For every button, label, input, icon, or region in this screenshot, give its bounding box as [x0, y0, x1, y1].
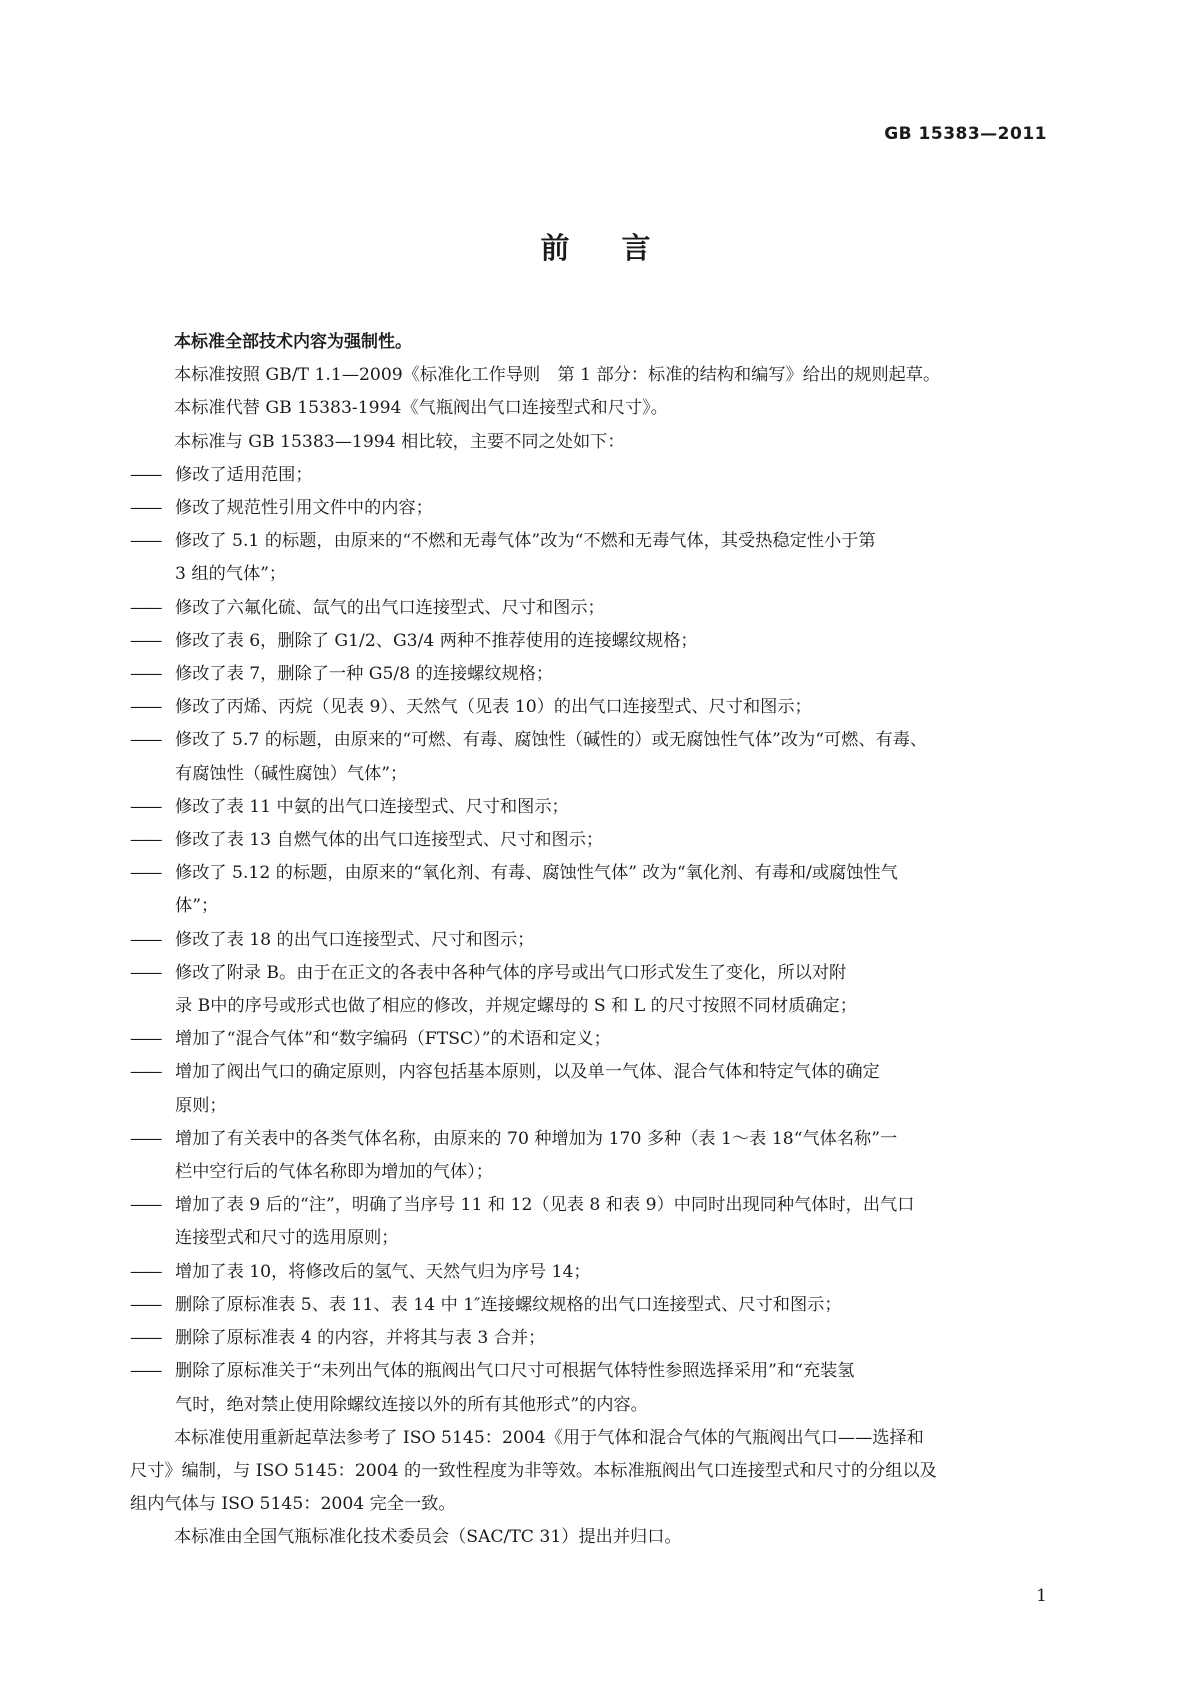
change-item — [130, 957, 1054, 1023]
list-dash: —— — [130, 1128, 161, 1149]
list-dash: —— — [130, 630, 161, 651]
drafting-rule-paragraph: 本标准按照 GB/T 1.1—2009《标准化工作导则 第 1 部分：标准的结构和编写》给出的规则起草。 — [174, 365, 941, 386]
changes-list — [130, 459, 1054, 1422]
change-item — [130, 525, 1054, 591]
list-dash: —— — [130, 962, 161, 983]
change-item-text: 录 B中的序号或形式也做了相应的修改，并规定螺母的 S 和 L 的尺寸按照不同材质确定； — [175, 996, 857, 1017]
list-dash: —— — [130, 1062, 161, 1083]
change-item-text: 修改了表 13 自燃气体的出气口连接型式、尺寸和图示； — [175, 830, 604, 851]
change-item-text: 栏中空行后的气体名称即为增加的气体）； — [175, 1162, 493, 1183]
mandatory-statement: 本标准全部技术内容为强制性。 — [174, 332, 412, 352]
change-item — [130, 1023, 1054, 1056]
list-dash: —— — [130, 863, 161, 884]
change-item — [130, 1289, 1054, 1322]
list-dash: —— — [130, 498, 161, 519]
change-item-text: 修改了附录 B。由于在正文的各表中各种气体的序号或出气口形式发生了变化，所以对附 — [175, 962, 847, 983]
change-item — [130, 791, 1054, 824]
change-item-text: 增加了表 9 后的“注”，明确了当序号 11 和 12（见表 8 和表 9）中同时出现同种气体时，出气口 — [175, 1195, 915, 1216]
replaces-paragraph: 本标准代替 GB 15383-1994《气瓶阀出气口连接型式和尺寸》。 — [174, 398, 668, 419]
change-item-text: 修改了表 7，删除了一种 G5/8 的连接螺纹规格； — [175, 664, 554, 685]
list-dash: —— — [130, 730, 161, 751]
change-item — [130, 1256, 1054, 1289]
change-item-text: 体”； — [175, 896, 219, 917]
page-title: 前言 — [540, 231, 703, 265]
change-item-text: 增加了“混合气体”和“数字编码（FTSC）”的术语和定义； — [175, 1029, 611, 1050]
change-item-text: 修改了表 6，删除了 G1/2、G3/4 两种不推荐使用的连接螺纹规格； — [175, 630, 698, 651]
change-item-text: 修改了表 18 的出气口连接型式、尺寸和图示； — [175, 929, 535, 950]
change-item — [130, 592, 1054, 625]
change-item-text: 增加了阀出气口的确定原则，内容包括基本原则，以及单一气体、混合气体和特定气体的确定 — [175, 1062, 880, 1083]
change-item — [130, 658, 1054, 691]
change-item-text: 原则； — [175, 1095, 227, 1116]
change-item-text: 删除了原标准关于“未列出气体的瓶阀出气口尺寸可根据气体特性参照选择采用”和“充装氢 — [175, 1361, 855, 1382]
list-dash: —— — [130, 830, 161, 851]
list-dash: —— — [130, 1195, 161, 1216]
change-item-text: 气时，绝对禁止使用除螺纹连接以外的所有其他形式”的内容。 — [175, 1394, 648, 1415]
change-item-text: 修改了适用范围； — [175, 464, 313, 485]
change-item — [130, 924, 1054, 957]
change-item — [130, 1355, 1054, 1421]
change-item — [130, 724, 1054, 790]
change-item-text: 3 组的气体”； — [175, 564, 287, 585]
list-dash: —— — [130, 697, 161, 718]
list-dash: —— — [130, 929, 161, 950]
change-item-text: 修改了丙烯、丙烷（见表 9）、天然气（见表 10）的出气口连接型式、尺寸和图示； — [175, 697, 812, 718]
list-dash: —— — [130, 1261, 161, 1282]
change-item — [130, 824, 1054, 857]
list-dash: —— — [130, 1361, 161, 1382]
iso-paragraph-line-2: 尺寸》编制，与 ISO 5145：2004 的一致性程度为非等效。本标准瓶阀出气口连接型式和尺寸的分组以及 — [130, 1460, 937, 1481]
change-item — [130, 1189, 1054, 1255]
list-dash: —— — [130, 1029, 161, 1050]
list-dash: —— — [130, 1328, 161, 1349]
list-dash: —— — [130, 531, 161, 552]
change-item-text: 修改了六氟化硫、氙气的出气口连接型式、尺寸和图示； — [175, 597, 605, 618]
change-item — [130, 1056, 1054, 1122]
change-item-text: 删除了原标准表 4 的内容，并将其与表 3 合并； — [175, 1328, 546, 1349]
list-dash: —— — [130, 464, 161, 485]
list-dash: —— — [130, 796, 161, 817]
change-item-text: 修改了 5.7 的标题，由原来的“可燃、有毒、腐蚀性（碱性的）或无腐蚀性气体”改为“可燃、有毒、 — [175, 730, 928, 751]
change-item — [130, 459, 1054, 492]
change-item-text: 修改了规范性引用文件中的内容； — [175, 498, 433, 519]
iso-paragraph-line-1: 本标准使用重新起草法参考了 ISO 5145：2004《用于气体和混合气体的气瓶阀出气口——选择和 — [174, 1427, 924, 1448]
foreword-body — [130, 326, 1054, 1555]
change-item-text: 修改了 5.1 的标题，由原来的“不燃和无毒气体”改为“不燃和无毒气体，其受热稳定性小于第 — [175, 531, 876, 552]
change-item-text: 修改了表 11 中氨的出气口连接型式、尺寸和图示； — [175, 796, 569, 817]
change-item-text: 增加了表 10，将修改后的氢气、天然气归为序号 14； — [175, 1261, 591, 1282]
compare-paragraph: 本标准与 GB 15383—1994 相比较，主要不同之处如下： — [174, 431, 625, 452]
change-item — [130, 492, 1054, 525]
list-dash: —— — [130, 597, 161, 618]
proposer-paragraph: 本标准由全国气瓶标准化技术委员会（SAC/TC 31）提出并归口。 — [174, 1527, 682, 1548]
standard-code: GB 15383—2011 — [884, 124, 1047, 144]
iso-paragraph-line-3: 组内气体与 ISO 5145：2004 完全一致。 — [130, 1494, 456, 1515]
change-item-text: 删除了原标准表 5、表 11、表 14 中 1″连接螺纹规格的出气口连接型式、尺寸和图示； — [175, 1294, 842, 1315]
change-item-text: 修改了 5.12 的标题，由原来的“氧化剂、有毒、腐蚀性气体” 改为“氧化剂、有毒和/或腐蚀性气 — [175, 863, 898, 884]
change-item — [130, 857, 1054, 923]
page-number: 1 — [1036, 1586, 1047, 1606]
change-item-text: 有腐蚀性（碱性腐蚀）气体”； — [175, 763, 408, 784]
change-item — [130, 1322, 1054, 1355]
change-item — [130, 625, 1054, 658]
change-item — [130, 691, 1054, 724]
list-dash: —— — [130, 1294, 161, 1315]
change-item-text: 增加了有关表中的各类气体名称，由原来的 70 种增加为 170 多种（表 1～表 18“气体名称”一 — [175, 1128, 898, 1149]
list-dash: —— — [130, 664, 161, 685]
change-item — [130, 1123, 1054, 1189]
change-item-text: 连接型式和尺寸的选用原则； — [175, 1228, 399, 1249]
